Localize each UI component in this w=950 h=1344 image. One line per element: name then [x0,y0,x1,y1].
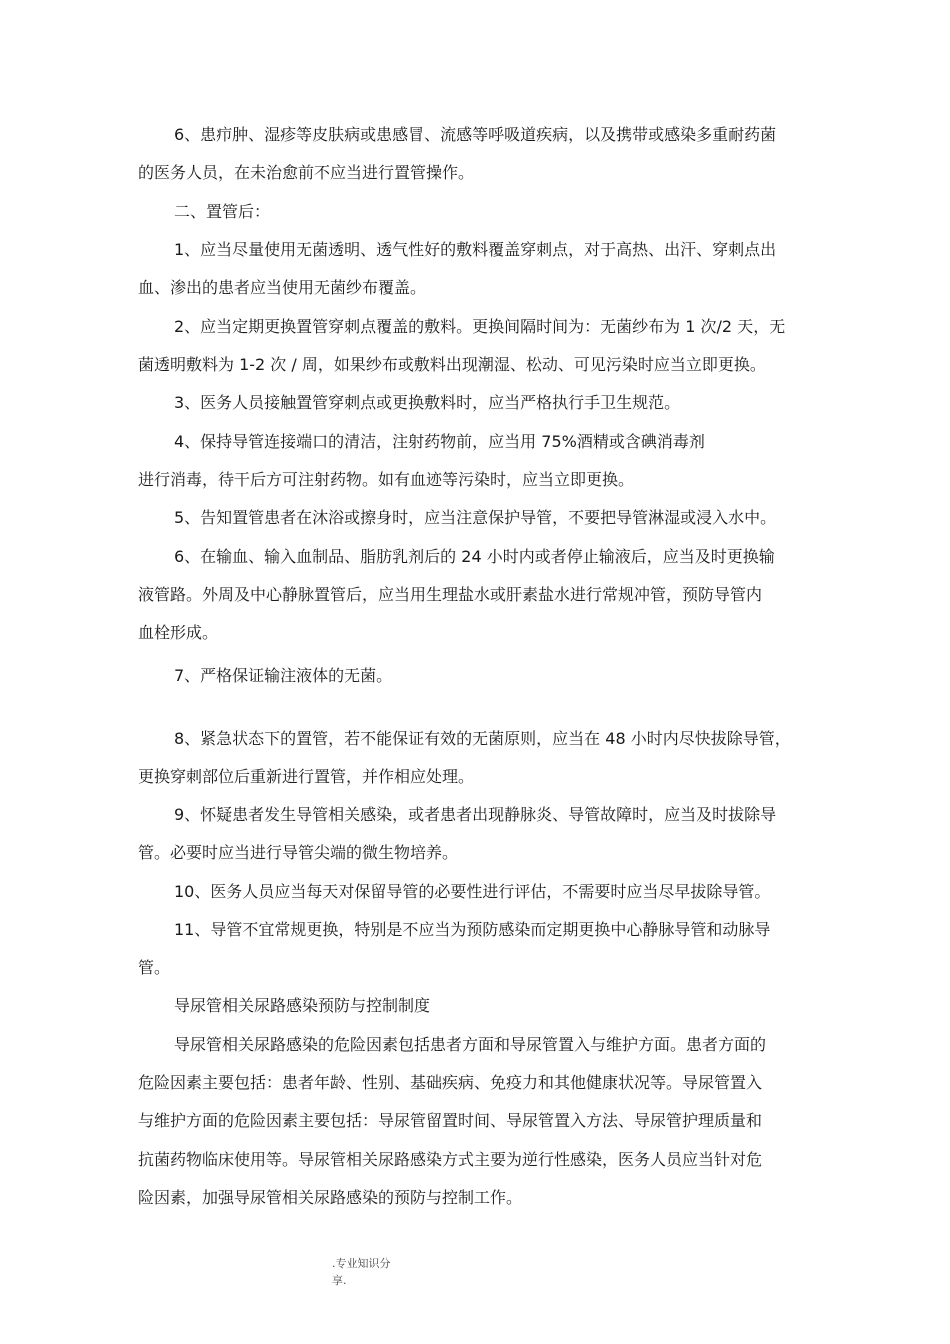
paragraph-line: 的医务人员，在未治愈前不应当进行置管操作。 [138,163,475,182]
paragraph-line: 菌透明敷料为 1-2 次 / 周，如果纱布或敷料出现潮湿、松动、可见污染时应当立即更换。 [138,355,766,374]
paragraph-line: 导尿管相关尿路感染的危险因素包括患者方面和导尿管置入与维护方面。患者方面的 [174,1035,767,1054]
paragraph-line: 3、医务人员接触置管穿刺点或更换敷料时，应当严格执行手卫生规范。 [174,393,681,412]
paragraph-line: 危险因素主要包括：患者年龄、性别、基础疾病、免疫力和其他健康状况等。导尿管置入 [138,1073,763,1092]
paragraph-line: 6、患疖肿、湿疹等皮肤病或患感冒、流感等呼吸道疾病，以及携带或感染多重耐药菌 [174,125,777,144]
paragraph-line: 管。 [138,958,171,977]
paragraph-line: 9、怀疑患者发生导管相关感染，或者患者出现静脉炎、导管故障时，应当及时拔除导 [174,805,777,824]
paragraph-line: 1、应当尽量使用无菌透明、透气性好的敷料覆盖穿刺点，对于高热、出汗、穿刺点出 [174,240,777,259]
page-footer: 享. [332,1274,347,1287]
paragraph-line: 8、紧急状态下的置管，若不能保证有效的无菌原则，应当在 48 小时内尽快拔除导管， [174,729,791,748]
paragraph-line: 5、告知置管患者在沐浴或擦身时，应当注意保护导管，不要把导管淋湿或浸入水中。 [174,508,777,527]
paragraph-line: 血、渗出的患者应当使用无菌纱布覆盖。 [138,278,427,297]
paragraph-line: 进行消毒，待干后方可注射药物。如有血迹等污染时，应当立即更换。 [138,470,635,489]
paragraph-line: 2、应当定期更换置管穿刺点覆盖的敷料。更换间隔时间为：无菌纱布为 1 次/2 天，无 [174,317,786,336]
paragraph-line: 抗菌药物临床使用等。导尿管相关尿路感染方式主要为逆行性感染，医务人员应当针对危 [138,1150,763,1169]
page-footer: .专业知识分 [332,1257,391,1270]
paragraph-line: 4、保持导管连接端口的清洁，注射药物前，应当用 75%酒精或含碘消毒剂 [174,432,705,451]
paragraph-line: 险因素，加强导尿管相关尿路感染的预防与控制工作。 [138,1188,523,1207]
paragraph-line: 7、严格保证输注液体的无菌。 [174,666,393,685]
paragraph-line: 与维护方面的危险因素主要包括：导尿管留置时间、导尿管置入方法、导尿管护理质量和 [138,1111,763,1130]
paragraph-line: 管。必要时应当进行导管尖端的微生物培养。 [138,843,459,862]
section-title: 导尿管相关尿路感染预防与控制制度 [174,996,431,1015]
paragraph-line: 更换穿刺部位后重新进行置管，并作相应处理。 [138,767,475,786]
paragraph-line: 10、医务人员应当每天对保留导管的必要性进行评估，不需要时应当尽早拔除导管。 [174,882,771,901]
paragraph-line: 6、在输血、输入血制品、脂肪乳剂后的 24 小时内或者停止输液后，应当及时更换输 [174,547,775,566]
paragraph-line: 液管路。外周及中心静脉置管后，应当用生理盐水或肝素盐水进行常规冲管，预防导管内 [138,585,763,604]
paragraph-line: 11、导管不宜常规更换，特别是不应当为预防感染而定期更换中心静脉导管和动脉导 [174,920,771,939]
paragraph-line: 血栓形成。 [138,623,219,642]
section-heading: 二、置管后： [174,202,271,221]
